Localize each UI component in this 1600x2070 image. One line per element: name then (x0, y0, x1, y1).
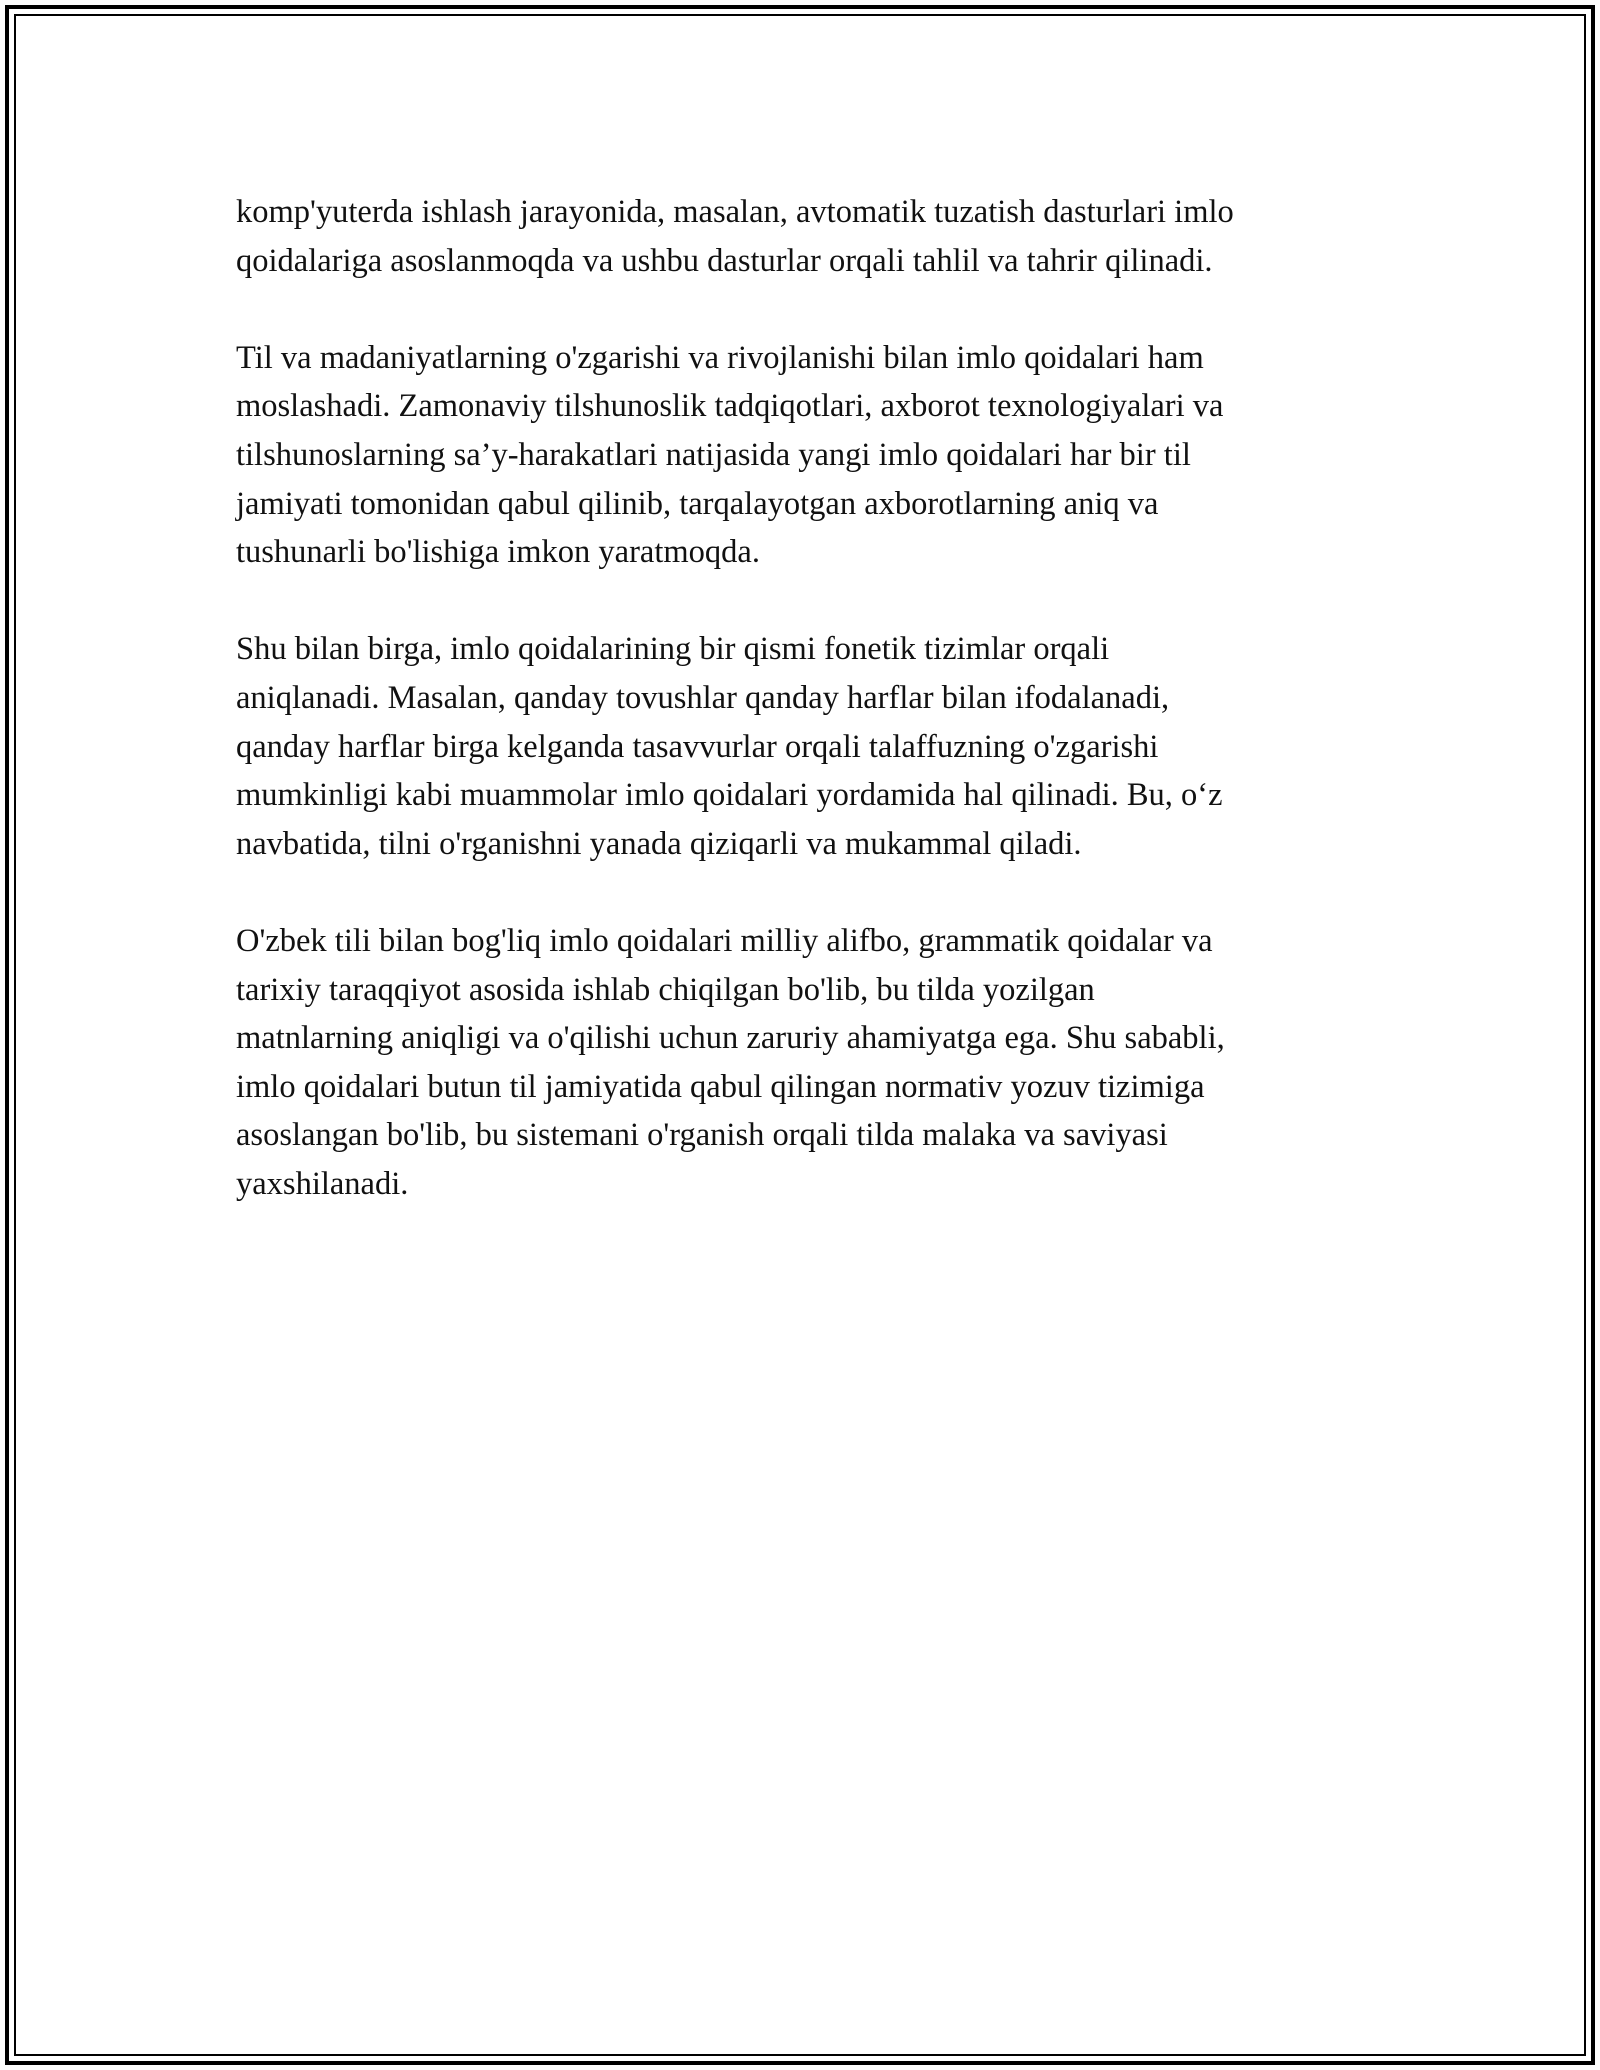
text-line: moslashadi. Zamonaviy tilshunoslik tadqiqotlari, axborot texnologiyalari va (236, 388, 1224, 425)
text-line: jamiyati tomonidan qabul qilinib, tarqalayotgan axborotlarning aniq va (236, 485, 1159, 522)
text-line: qoidalariga asoslanmoqda va ushbu dasturlar orqali tahlil va tahrir qilinadi. (236, 242, 1213, 279)
text-line: qanday harflar birga kelganda tasavvurlar orqali talaffuzning o'zgarishi (236, 728, 1159, 765)
paragraph-2 (236, 334, 1376, 577)
text-line: komp'yuterda ishlash jarayonida, masalan, avtomatik tuzatish dasturlari imlo (236, 194, 1234, 230)
text-line: tushunarli bo'lishiga imkon yaratmoqda. (236, 534, 760, 571)
text-line: aniqlanadi. Masalan, qanday tovushlar qanday harflar bilan ifodalanadi, (236, 679, 1170, 716)
paragraph-1 (236, 188, 1376, 285)
text-line: Shu bilan birga, imlo qoidalarining bir qismi fonetik tizimlar orqali (236, 631, 1110, 668)
text-line: O'zbek tili bilan bog'liq imlo qoidalari milliy alifbo, grammatik qoidalar va (236, 922, 1213, 959)
text-line: mumkinligi kabi muammolar imlo qoidalari yordamida hal qilinadi. Bu, o‘z (236, 777, 1223, 814)
text-line: tarixiy taraqqiyot asosida ishlab chiqilgan bo'lib, bu tilda yozilgan (236, 971, 1095, 1008)
paragraph-3 (236, 625, 1376, 868)
text-line: yaxshilanadi. (236, 1165, 409, 1202)
text-line: imlo qoidalari butun til jamiyatida qabul qilingan normativ yozuv tizimiga (236, 1068, 1205, 1105)
text-line: matnlarning aniqligi va o'qilishi uchun zaruriy ahamiyatga ega. Shu sababli, (236, 1020, 1225, 1057)
text-line: asoslangan bo'lib, bu sistemani o'rganish orqali tilda malaka va saviyasi (236, 1117, 1168, 1154)
text-line: tilshunoslarning sa’y-harakatlari natijasida yangi imlo qoidalari har bir til (236, 436, 1191, 473)
paragraph-4 (236, 917, 1376, 1209)
document-body (236, 188, 1376, 1257)
text-line: navbatida, tilni o'rganishni yanada qiziqarli va mukammal qiladi. (236, 825, 1082, 862)
text-line: Til va madaniyatlarning o'zgarishi va rivojlanishi bilan imlo qoidalari ham (236, 339, 1204, 376)
